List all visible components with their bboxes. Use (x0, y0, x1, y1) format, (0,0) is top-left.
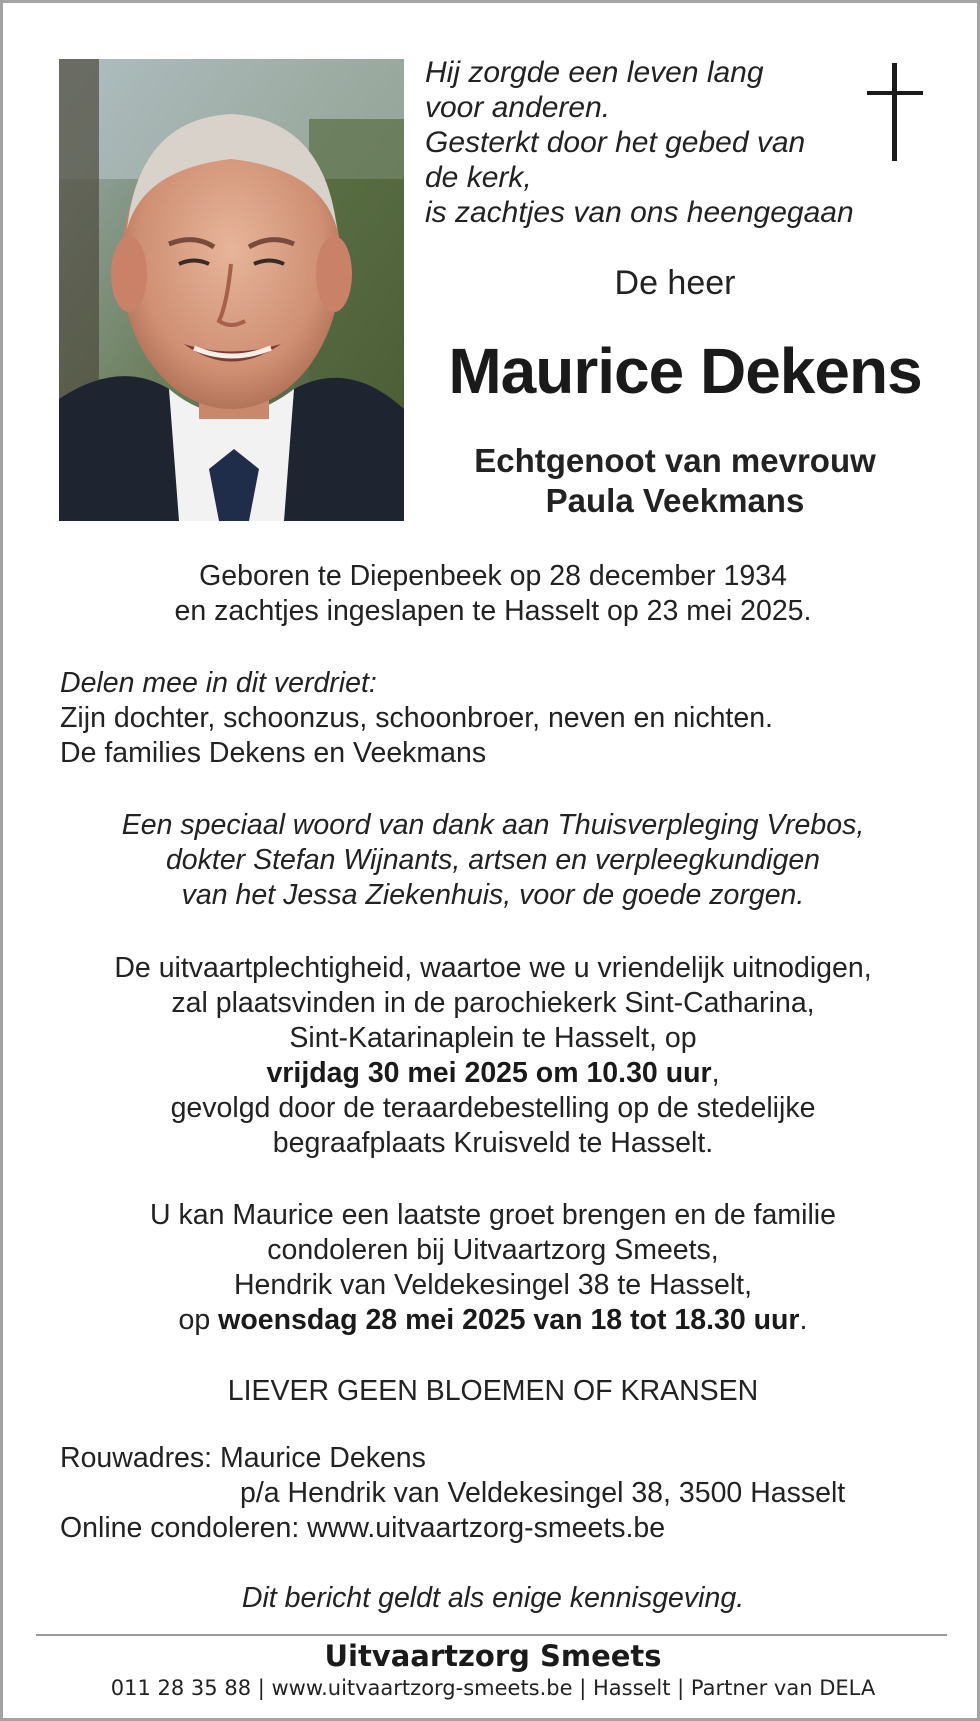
poem-line: de kerk, (425, 161, 532, 194)
grief-line: Zijn dochter, schoonzus, schoonbroer, neven en nichten. (60, 702, 773, 734)
poem-text (425, 55, 885, 230)
no-flowers-note: LIEVER GEEN BLOEMEN OF KRANSEN (227, 1375, 759, 1407)
ceremony-line: De uitvaartplechtigheid, waartoe we u vriendelijk uitnodigen, (114, 952, 872, 984)
spouse-line: Echtgenoot van mevrouw (474, 442, 876, 479)
grief-line: De families Dekens en Veekmans (60, 737, 487, 769)
ceremony-date-bold: vrijdag 30 mei 2025 om 10.30 uur (266, 1057, 712, 1089)
poem-line: voor anderen. (425, 91, 611, 124)
thanks-line: van het Jessa Ziekenhuis, voor de goede zorgen. (181, 879, 805, 911)
online-condolence-line: Online condoleren: www.uitvaartzorg-smeets.be (60, 1512, 666, 1544)
deceased-name: Maurice Dekens (448, 335, 922, 407)
ceremony-line: gevolgd door de teraardebestelling op de stedelijke (170, 1092, 816, 1124)
ceremony-section (33, 951, 953, 1161)
ceremony-date-suffix: , (711, 1057, 720, 1089)
visitation-line: U kan Maurice een laatste groet brengen en de familie (150, 1199, 836, 1231)
spouse-info (425, 441, 925, 521)
grief-section (60, 666, 960, 771)
visitation-section (33, 1198, 953, 1338)
ceremony-line: Sint-Katarinaplein te Hasselt, op (289, 1022, 697, 1054)
birth-line: Geboren te Diepenbeek op 28 december 1934 (199, 560, 787, 592)
spouse-line: Paula Veekmans (545, 482, 805, 519)
address-line: p/a Hendrik van Veldekesingel 38, 3500 Hasselt (240, 1477, 846, 1509)
footer-divider (36, 1634, 947, 1636)
visitation-line: Hendrik van Veldekesingel 38 te Hasselt, (233, 1269, 753, 1301)
thanks-section (33, 808, 953, 913)
poem-line: Gesterkt door het gebed van (425, 126, 806, 159)
address-line: Rouwadres: Maurice Dekens (60, 1442, 426, 1474)
thanks-line: dokter Stefan Wijnants, artsen en verpleegkundigen (165, 844, 821, 876)
visitation-date-bold: woensdag 28 mei 2025 van 18 tot 18.30 uur (218, 1304, 800, 1336)
cross-icon (867, 63, 923, 161)
ceremony-line: zal plaatsvinden in de parochiekerk Sint-Catharina, (171, 987, 815, 1019)
ceremony-date (33, 1056, 953, 1091)
ceremony-line: begraafplaats Kruisveld te Hasselt. (272, 1127, 714, 1159)
visitation-date (33, 1303, 953, 1338)
thanks-line: Een speciaal woord van dank aan Thuisverpleging Vrebos, (121, 809, 865, 841)
visitation-prefix: op (178, 1304, 219, 1336)
poem-line: is zachtjes van ons heengegaan (425, 196, 854, 229)
footer-company: Uitvaartzorg Smeets (324, 1639, 662, 1673)
notice-text: Dit bericht geldt als enige kennisgeving. (241, 1582, 745, 1614)
poem-line: Hij zorgde een leven lang (425, 56, 764, 89)
portrait-photo (59, 59, 404, 521)
grief-heading: Delen mee in dit verdriet: (60, 667, 377, 699)
visitation-line: condoleren bij Uitvaartzorg Smeets, (267, 1234, 719, 1266)
birth-death-info (33, 559, 953, 629)
salutation: De heer (614, 264, 736, 302)
visitation-suffix: . (799, 1304, 808, 1336)
death-line: en zachtjes ingeslapen te Hasselt op 23 mei 2025. (174, 595, 812, 627)
address-section (60, 1441, 960, 1546)
footer-info: 011 28 35 88 | www.uitvaartzorg-smeets.be | Hasselt | Partner van DELA (110, 1676, 876, 1700)
